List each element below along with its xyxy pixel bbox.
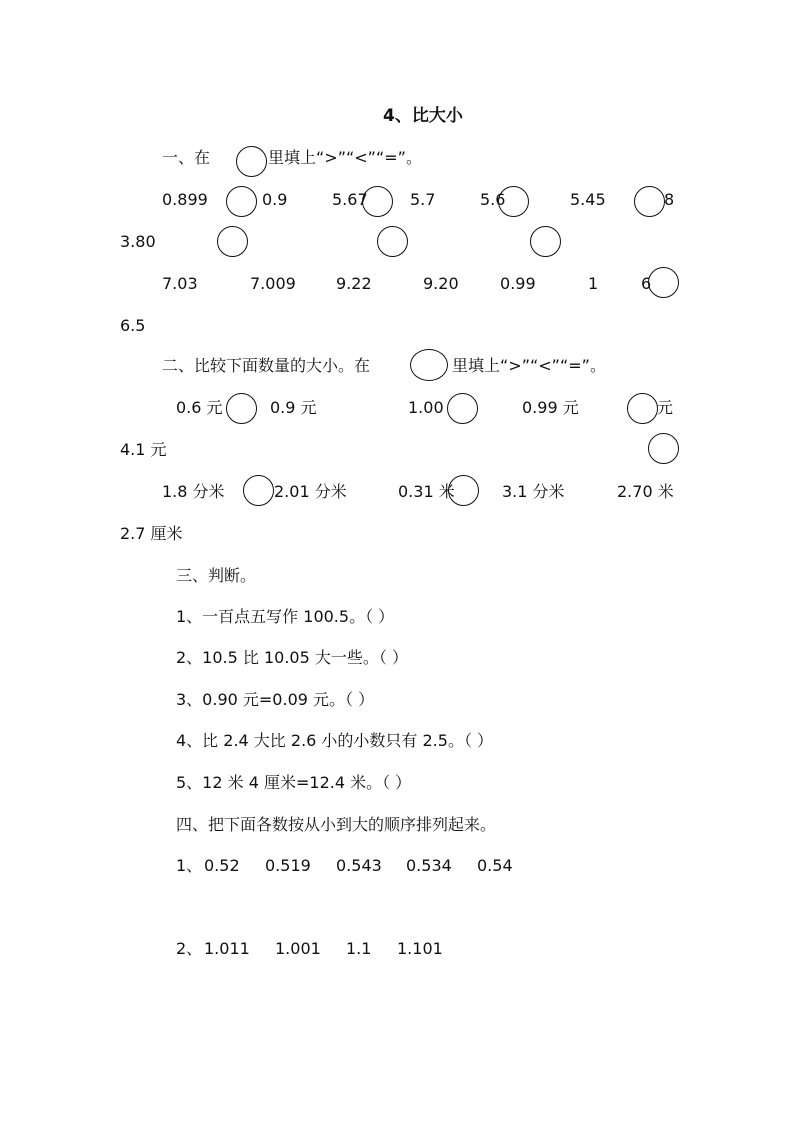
s2-row1-value: 0.99 元	[522, 398, 579, 417]
s2-row3-value: 0.31 米	[398, 482, 455, 501]
s2-row3-value: 2.01 分米	[274, 482, 347, 501]
s1-row3-value: 1	[588, 274, 599, 293]
s2-row3-value: 3.1 分米	[502, 482, 565, 501]
s1-row1-value: 5.6	[480, 190, 506, 209]
s1-row1-value: 5.67	[332, 190, 368, 209]
order-q2-number: 1.1	[346, 939, 372, 958]
s1-row3-value: 7.03	[162, 274, 198, 293]
answer-circle[interactable]	[217, 226, 248, 257]
order-q1-label: 1、	[176, 856, 203, 875]
s1-row3-value: 9.20	[423, 274, 459, 293]
s1-row1-value: 5.45	[570, 190, 606, 209]
s1-row1-value: 0.9	[262, 190, 288, 209]
order-q1-number: 0.519	[265, 856, 311, 875]
order-q1-number: 0.52	[204, 856, 240, 875]
s2-row4-lead: 2.7 厘米	[120, 524, 183, 543]
answer-circle[interactable]	[226, 186, 257, 217]
order-q1-number: 0.534	[406, 856, 452, 875]
s2-row1-value: 1.00	[408, 398, 444, 417]
judge-item-5: 5、12 米 4 厘米=12.4 米。（ ）	[176, 773, 412, 792]
s2-row1-value: 元	[657, 398, 674, 417]
s1-row3-value: 9.22	[336, 274, 372, 293]
s2-row1-value: 0.6 元	[176, 398, 223, 417]
answer-circle[interactable]	[226, 393, 257, 424]
answer-circle[interactable]	[362, 186, 393, 217]
order-q1-number: 0.543	[336, 856, 382, 875]
s1-row2-lead: 3.80	[120, 232, 156, 251]
judge-item-3: 3、0.90 元=0.09 元。（ ）	[176, 690, 375, 709]
order-q2-label: 2、	[176, 939, 203, 958]
answer-circle[interactable]	[377, 226, 408, 257]
answer-circle[interactable]	[627, 393, 658, 424]
s2-row2-lead: 4.1 元	[120, 440, 167, 459]
s2-row3-value: 1.8 分米	[162, 482, 225, 501]
order-q2-number: 1.011	[204, 939, 250, 958]
answer-circle[interactable]	[634, 186, 665, 217]
s2-row1-value: 0.9 元	[270, 398, 317, 417]
s1-row1-value: 0.899	[162, 190, 208, 209]
s1-row1-value: 8	[664, 190, 675, 209]
section2-heading-prefix: 二、比较下面数量的大小。在	[162, 356, 371, 375]
answer-circle[interactable]	[236, 146, 267, 177]
answer-circle[interactable]	[243, 475, 274, 506]
s1-row4-lead: 6.5	[120, 316, 146, 335]
answer-circle[interactable]	[648, 267, 679, 298]
s1-row3-value: 6	[641, 274, 652, 293]
section4-heading: 四、把下面各数按从小到大的顺序排列起来。	[176, 815, 497, 834]
answer-circle[interactable]	[648, 433, 679, 464]
s2-row3-value: 2.70 米	[617, 482, 674, 501]
s1-row3-value: 7.009	[250, 274, 296, 293]
order-q2-number: 1.001	[275, 939, 321, 958]
s1-row3-value: 0.99	[500, 274, 536, 293]
section3-heading: 三、判断。	[176, 566, 257, 585]
answer-circle[interactable]	[498, 186, 529, 217]
judge-item-2: 2、10.5 比 10.05 大一些。（ ）	[176, 648, 408, 667]
answer-circle[interactable]	[448, 475, 479, 506]
section1-heading-suffix: 里填上“>”“<”“=”。	[268, 148, 422, 167]
answer-circle[interactable]	[410, 349, 448, 381]
judge-item-1: 1、一百点五写作 100.5。（ ）	[176, 607, 395, 626]
order-q2-number: 1.101	[397, 939, 443, 958]
page-title: 4、比大小	[383, 106, 463, 126]
order-q1-number: 0.54	[477, 856, 513, 875]
answer-circle[interactable]	[447, 393, 478, 424]
section1-heading-prefix: 一、在	[162, 148, 211, 167]
judge-item-4: 4、比 2.4 大比 2.6 小的小数只有 2.5。（ ）	[176, 731, 494, 750]
section2-heading-suffix: 里填上“>”“<”“=”。	[452, 356, 606, 375]
answer-circle[interactable]	[530, 226, 561, 257]
s1-row1-value: 5.7	[410, 190, 436, 209]
